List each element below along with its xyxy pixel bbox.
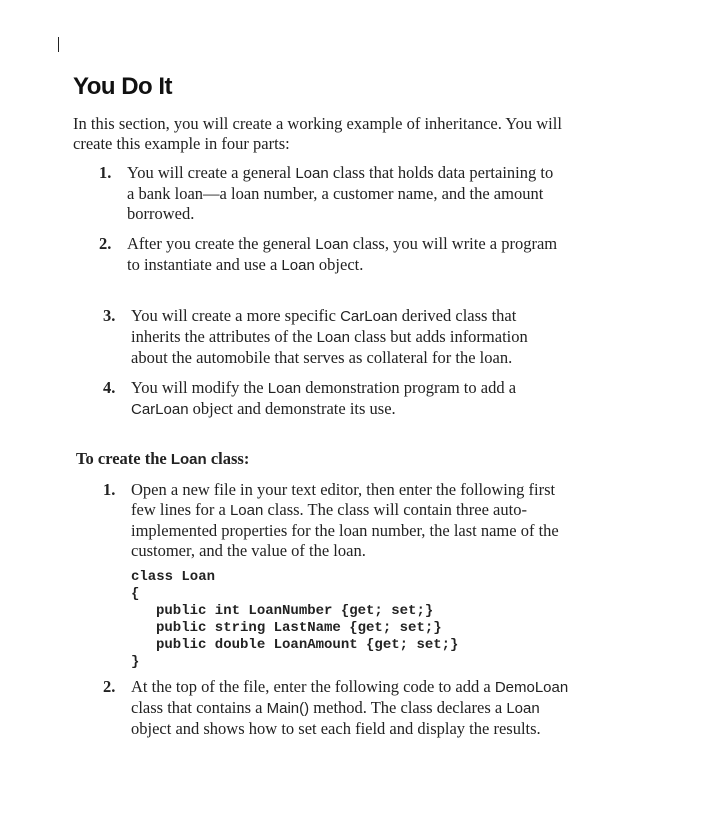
item-text: object and shows how to set each field and display the results. (131, 719, 541, 738)
subheading-text: To create the (76, 449, 171, 468)
item-number: 1. (103, 480, 116, 499)
list-item (103, 480, 573, 671)
list-item (99, 163, 559, 224)
item-text: class. The class will contain three auto-implemented properties for the loan number, the last name of the customer, and the value of the loan. (131, 500, 559, 560)
code-term: Loan (506, 700, 540, 717)
subheading (76, 449, 249, 469)
code-block (131, 569, 573, 671)
item-text: You will modify the (131, 378, 268, 397)
code-term: DemoLoan (494, 679, 569, 696)
item-text: class but adds information about the automobile that serves as collateral for the loan. (131, 327, 528, 367)
code-line: public int LoanNumber {get; set;} (156, 603, 434, 619)
subheading-text: class: (206, 449, 250, 468)
code-term: Loan (267, 380, 302, 397)
item-number: 1. (99, 163, 112, 182)
parts-list-a (99, 163, 559, 286)
code-term: Loan (281, 257, 315, 274)
item-text: object and demonstrate its use. (188, 399, 396, 418)
code-line: class Loan (131, 569, 216, 585)
item-text: You will create a general (127, 163, 296, 182)
item-text: object. (314, 255, 364, 274)
list-item (99, 234, 559, 276)
item-number: 2. (99, 234, 112, 253)
parts-list-b (103, 306, 563, 430)
code-term: Loan (229, 502, 264, 519)
item-text: derived class that inherits the attributes of the (131, 306, 517, 346)
code-term: CarLoan (340, 308, 398, 325)
item-text: After you create the general (127, 234, 316, 253)
text-cursor (58, 37, 59, 52)
list-item (103, 306, 563, 368)
code-term: Loan (315, 236, 349, 253)
item-text: class that holds data pertaining to a bank loan—a loan number, a customer name, and the amount borrowed. (127, 163, 554, 223)
item-text: class, you will write a program to instantiate and use a (127, 234, 558, 274)
item-text: At the top of the file, enter the following code to add a (131, 677, 495, 696)
steps-list (103, 480, 573, 739)
code-line: public double LoanAmount {get; set;} (156, 637, 459, 653)
section-heading: You Do It (73, 73, 173, 100)
code-line: { (131, 586, 140, 602)
code-term: CarLoan (131, 401, 189, 418)
list-item (103, 677, 573, 739)
intro-paragraph: In this section, you will create a working example of inheritance. You will create this example in four parts: (73, 114, 562, 153)
item-number: 3. (103, 306, 116, 325)
item-text: class that contains a (131, 698, 267, 717)
code-line: public string LastName {get; set;} (156, 620, 442, 636)
code-term: Loan (316, 329, 350, 346)
code-line: } (131, 654, 140, 670)
code-term: Loan (295, 165, 329, 182)
item-text: Open a new file in your text editor, then enter the following first few lines for a (131, 480, 556, 519)
item-text: demonstration program to add a (301, 378, 517, 397)
code-term: Main() (266, 700, 310, 717)
item-number: 2. (103, 677, 116, 696)
item-number: 4. (103, 378, 116, 397)
item-text: You will create a more specific (131, 306, 341, 325)
item-text: method. The class declares a (309, 698, 507, 717)
code-term: Loan (170, 451, 207, 468)
list-item (103, 378, 563, 420)
